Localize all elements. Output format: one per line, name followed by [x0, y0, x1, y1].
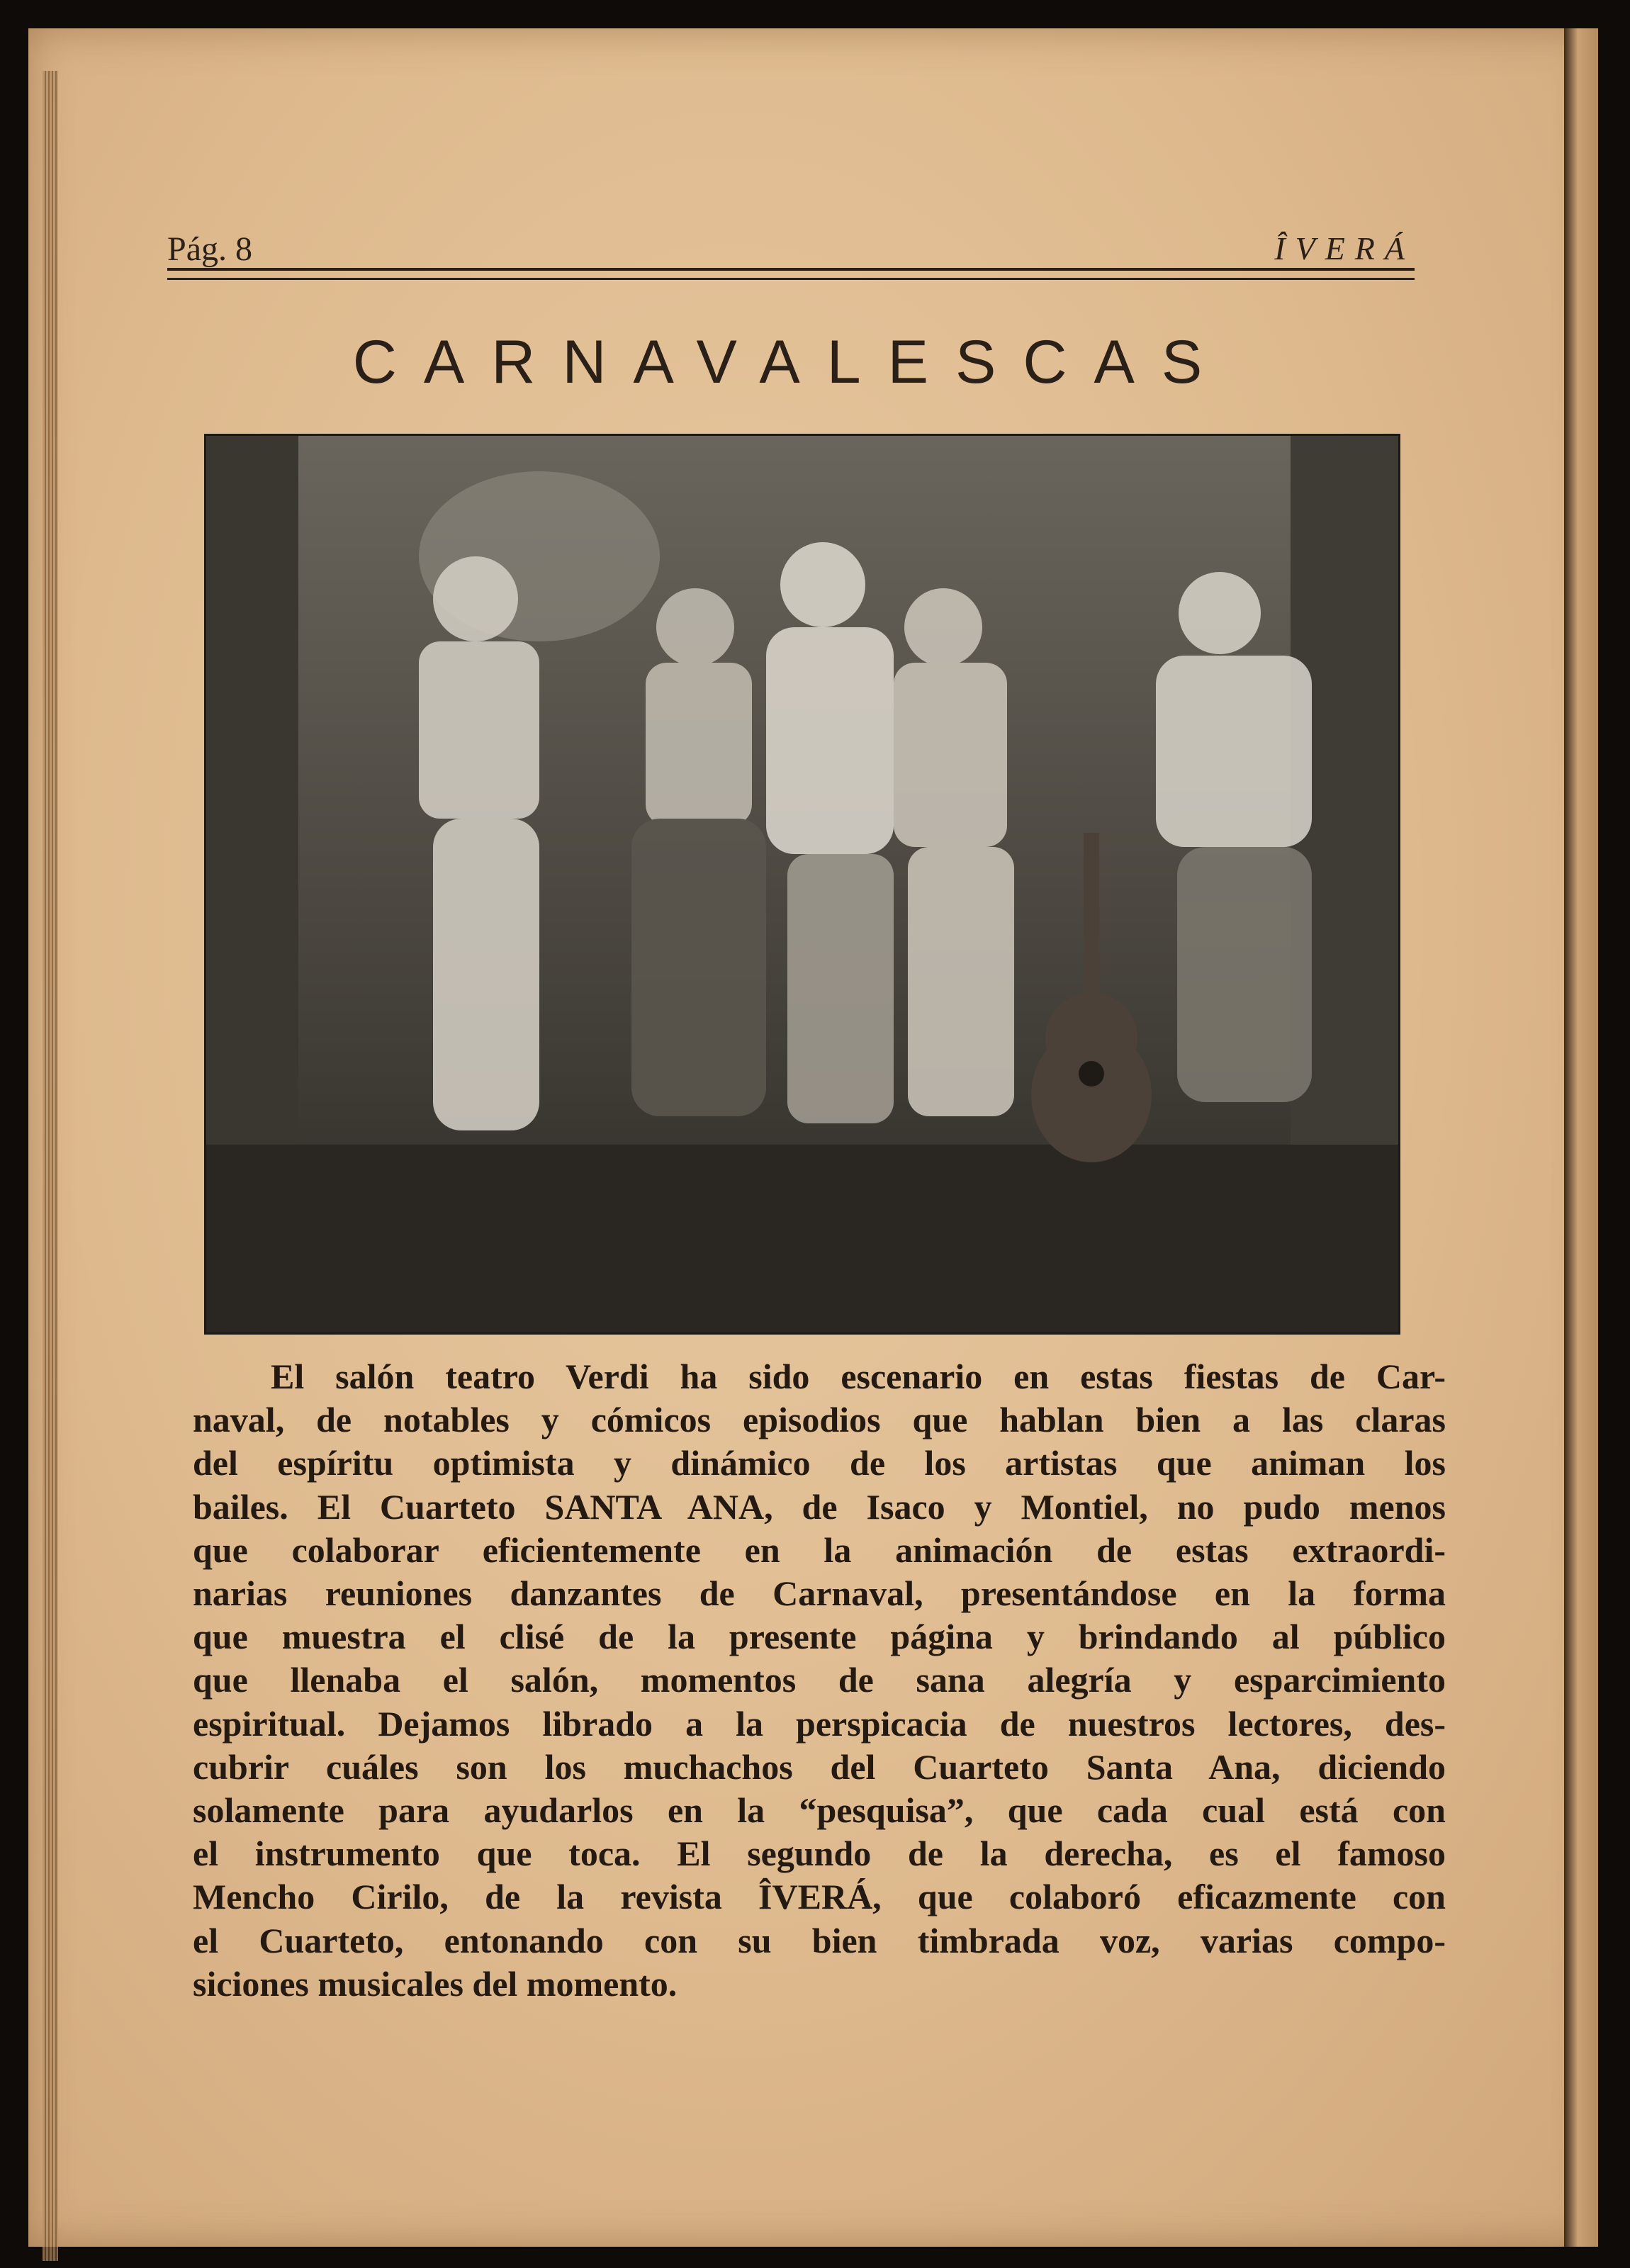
article-line: el instrumento que toca. El segundo de la derecha, es el famoso [193, 1834, 1446, 1874]
article-line: El salón teatro Verdi ha sido escenario en estas fiestas de Car- [271, 1357, 1446, 1396]
next-page-strip [1564, 28, 1598, 2247]
header-rule-double [167, 278, 1415, 280]
article-line: espiritual. Dejamos librado a la perspicacia de nuestros lectores, des- [193, 1703, 1446, 1744]
article-line: que muestra el clisé de la presente página y brindando al público [193, 1617, 1446, 1657]
article-body [193, 1355, 1446, 2006]
page-number: Pág. 8 [167, 230, 252, 268]
carnival-group-photo-icon [204, 434, 1400, 1335]
header-rule [167, 268, 1415, 271]
article-line: bailes. El Cuarteto SANTA ANA, de Isaco y Montiel, no pudo menos [193, 1486, 1446, 1527]
article-line: siciones musicales del momento. [193, 1963, 678, 2004]
article-line: narias reuniones danzantes de Carnaval, presentándose en la forma [193, 1573, 1446, 1614]
page-header [167, 225, 1415, 268]
article-line: solamente para ayudarlos en la “pesquisa”, que cada cual está con [193, 1790, 1446, 1831]
article-line: naval, de notables y cómicos episodios que hablan bien a las claras [193, 1400, 1446, 1440]
article-title: CARNAVALESCAS [352, 328, 1230, 396]
page-edges [43, 71, 58, 2261]
magazine-name: ÎVERÁ [1274, 230, 1415, 266]
article-line: el Cuarteto, entonando con su bien timbrada voz, varias compo- [193, 1920, 1446, 1960]
article-line: cubrir cuáles son los muchachos del Cuarteto Santa Ana, diciendo [193, 1746, 1446, 1787]
article-line: del espíritu optimista y dinámico de los artistas que animan los [193, 1443, 1446, 1483]
article-line: que colaborar eficientemente en la animación de estas extraordi- [193, 1529, 1446, 1570]
article-line: que llenaba el salón, momentos de sana alegría y esparcimiento [193, 1660, 1446, 1700]
article-line: Mencho Cirilo, de la revista ÎVERÁ, que colaboró eficazmente con [193, 1877, 1446, 1917]
